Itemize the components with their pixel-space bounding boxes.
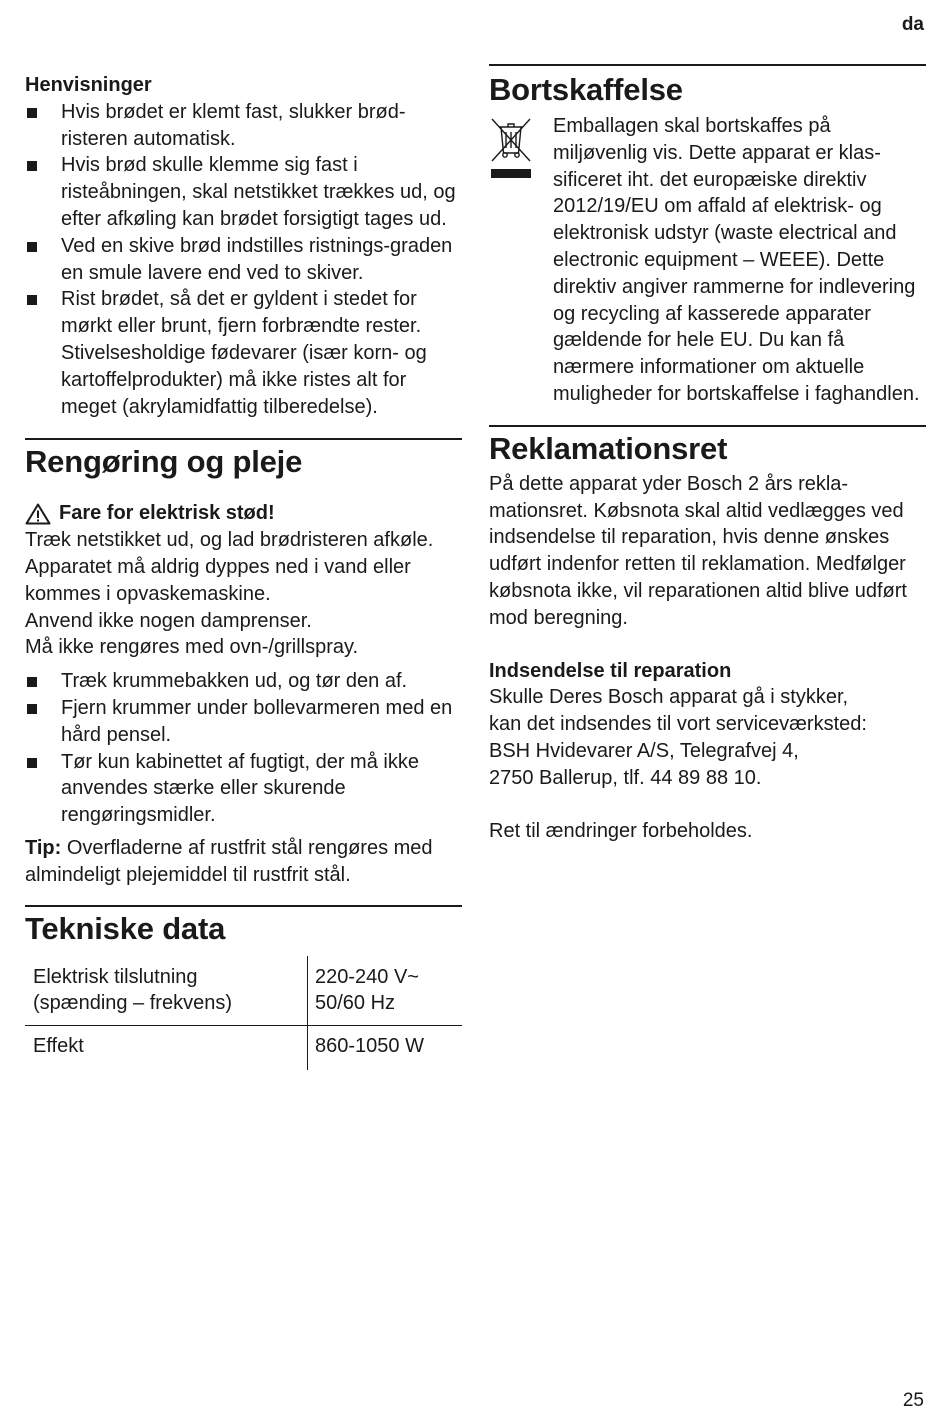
bullet-square-icon (27, 295, 37, 305)
list-item: Tør kun kabinettet af fugtigt, der må ikke anvendes stærke eller skurende rengøringsmidler. (25, 749, 462, 829)
disclaimer: Ret til ændringer forbeholdes. (489, 819, 753, 842)
list-item: Hvis brød skulle klemme sig fast i risteåbningen, skal netstikket trækkes ud, og efter afkøling kan brødet forsigtigt tages ud. (25, 152, 462, 232)
tip-label: Tip: (25, 836, 62, 859)
complaints-text: På dette apparat yder Bosch 2 års rekla-mationsret. Købsnota skal altid vedlægges ved indsendelse til reparation, hvis denne ønskes udført indenfor retten til reklamation. Medfølger købsnota ikke, vil reparationen altid blive udført mod beregning. (489, 472, 907, 629)
bullet-square-icon (27, 161, 37, 171)
tech-table (25, 956, 462, 1070)
list-item: Fjern krummer under bollevarmeren med en hård pensel. (25, 695, 462, 749)
bullet-square-icon (27, 758, 37, 768)
notes-list (25, 99, 462, 421)
complaints-section (489, 425, 926, 845)
table-row (25, 1026, 462, 1070)
section-title: Reklamationsret (489, 430, 728, 466)
cleaning-intro: Må ikke rengøres med ovn-/grillspray. (25, 636, 359, 659)
page-number: 25 (902, 1390, 924, 1411)
list-item: Træk krummebakken ud, og tør den af. (25, 668, 462, 695)
bullet-square-icon (27, 677, 37, 687)
section-title: Rengøring og pleje (25, 444, 303, 480)
list-item: Hvis brødet er klemt fast, slukker brød-risteren automatisk. (25, 99, 462, 153)
right-column (489, 0, 926, 844)
list-item: Ved en skive brød indstilles ristnings-graden en smule lavere end ved to skiver. (25, 233, 462, 287)
cleaning-intro: Træk netstikket ud, og lad brødristeren afkøle. Apparatet må aldrig dyppes ned i vand eller kommes i opvaskemaskine. (25, 529, 434, 605)
repair-line: kan det indsendes til vort serviceværksted: (489, 713, 867, 736)
crossed-out-wheelie-bin-icon (489, 113, 533, 183)
section-title: Tekniske data (25, 910, 226, 946)
tip-text: Overfladerne af rustfrit stål rengøres med almindeligt plejemiddel til rustfrit stål. (25, 836, 433, 886)
bullet-square-icon (27, 108, 37, 118)
section-title: Bortskaffelse (489, 72, 683, 107)
tip-paragraph (25, 835, 462, 889)
cleaning-intro: Anvend ikke nogen damprenser. (25, 609, 312, 632)
tech-section (25, 905, 462, 1070)
repair-heading: Indsendelse til reparation (489, 659, 732, 682)
cleaning-list (25, 668, 462, 829)
repair-line: 2750 Ballerup, tlf. 44 89 88 10. (489, 766, 762, 789)
disposal-text: Emballagen skal bortskaffes på miljøvenlig vis. Dette apparat er klas-sificeret iht. det europæiske direktiv 2012/19/EU om affald af elektrisk- og elektronisk udstyr (waste electrical and electronic equipment – WEEE). Dette direktiv angiver rammerne for indlevering og recycling af kasserede apparater gældende for hele EU. Du kan få nærmere informationer om aktuelle muligheder for bortskaffelse i faghandlen. (553, 115, 920, 405)
repair-line: BSH Hvidevarer A/S, Telegrafvej 4, (489, 739, 799, 762)
repair-line: Skulle Deres Bosch apparat gå i stykker, (489, 686, 849, 709)
disposal-section (489, 64, 926, 408)
table-cell: 220-240 V~ 50/60 Hz (308, 956, 463, 1026)
bullet-square-icon (27, 704, 37, 714)
table-row (25, 956, 462, 1026)
warning-triangle-icon (25, 503, 51, 525)
notes-heading: Henvisninger (25, 74, 152, 96)
bullet-square-icon (27, 242, 37, 252)
language-code: da (901, 14, 924, 35)
list-item: Rist brødet, så det er gyldent i stedet for mørkt eller brunt, fjern forbrændte rester. Stivelsesholdige fødevarer (især korn- og kartoffelprodukter) må ikke ristes alt for meget (akrylamidfattig tilberedelse). (25, 286, 462, 420)
warning-line: Fare for elektrisk stød! (25, 500, 462, 527)
cleaning-section (25, 438, 462, 888)
left-column (25, 0, 462, 1070)
table-cell: Elektrisk tilslutning (spænding – frekvens) (25, 956, 308, 1026)
table-cell: Effekt (25, 1026, 308, 1070)
table-cell: 860-1050 W (315, 1035, 424, 1058)
